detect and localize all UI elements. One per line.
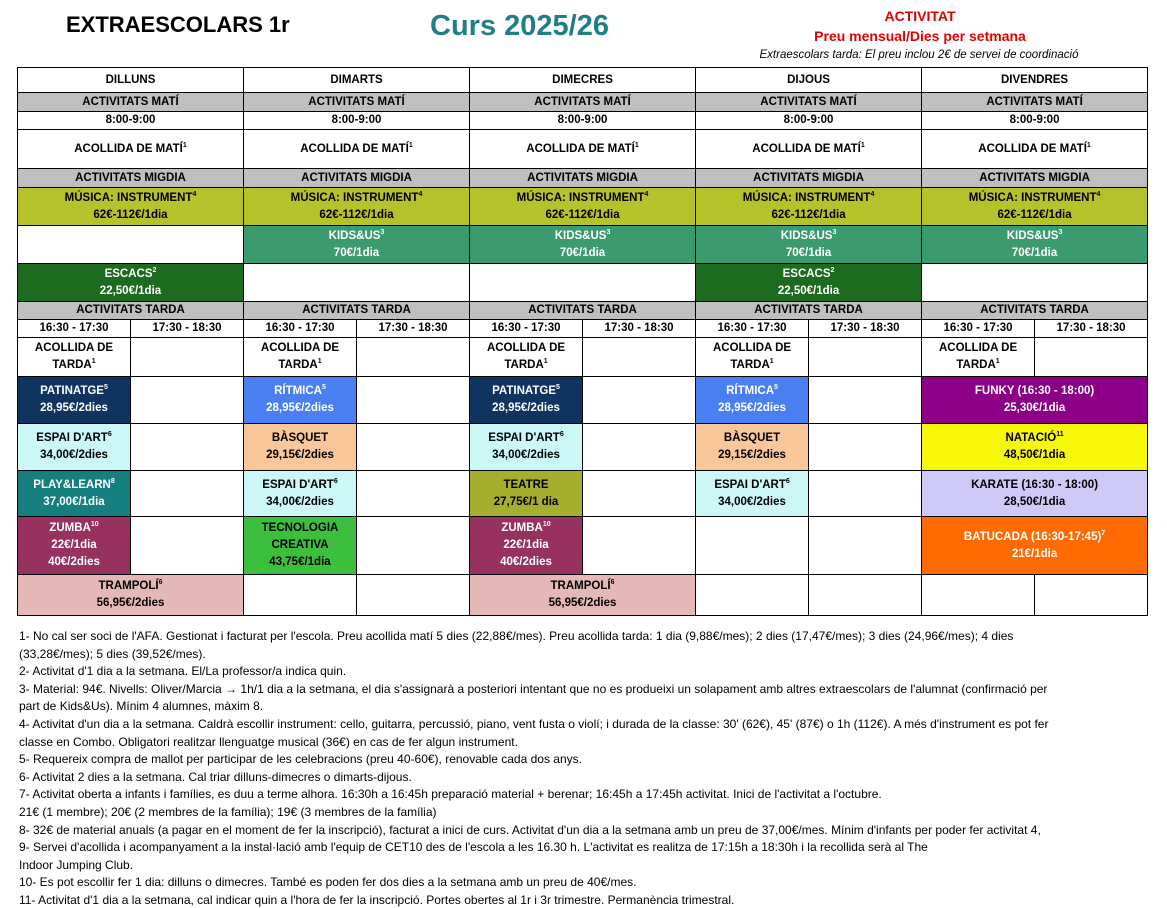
section-migdia: ACTIVITATS MIGDIA [244, 169, 470, 188]
escacs-cell: ESCACS$^2$ 22,50€/1dia [696, 264, 922, 302]
kids-row [18, 226, 1148, 264]
empty-cell [583, 338, 696, 377]
musica-cell: MÚSICA: INSTRUMENT$^4$ 62€-112€/1dia [244, 188, 470, 226]
acollida-tarda-cell: ACOLLIDA DE TARDA$^1$ [470, 338, 583, 377]
section-mati: ACTIVITATS MATÍ [922, 93, 1148, 112]
empty-cell [131, 377, 244, 424]
teatre-cell: TEATRE 27,75€/1 dia [470, 471, 583, 517]
acollida-mati-cell: ACOLLIDA DE MATÍ$^1$ [922, 130, 1148, 169]
day-header-row [18, 68, 1148, 93]
empty-cell [470, 264, 696, 302]
legend [720, 6, 1120, 46]
funky-cell: FUNKY (16:30 - 18:00) 25,30€/1dia [922, 377, 1148, 424]
empty-cell [131, 517, 244, 575]
time-tarda-1: 16:30 - 17:30 [244, 320, 357, 338]
karate-cell: KARATE (16:30 - 18:00) 28,50€/1dia [922, 471, 1148, 517]
empty-cell [131, 471, 244, 517]
time-tarda-row [18, 320, 1148, 338]
ritmica-cell: RÍTMICA$^5$ 28,95€/2dies [696, 377, 809, 424]
empty-cell [131, 424, 244, 471]
escacs-cell: ESCACS$^2$ 22,50€/1dia [18, 264, 244, 302]
day-header-dimecres: DIMECRES [470, 68, 696, 93]
trampoli-cell: TRAMPOLÍ$^6$ 56,95€/2dies [470, 575, 696, 616]
footnote-line: 4- Activitat d'un dia a la setmana. Caldrà escollir instrument: cello, guitarra, percussió, piano, vent fusta o violí; i durada de la classe: 30' (62€), 45' (87€) o 1h (112€). A més d'instrument es pot fer [19, 716, 1049, 731]
empty-cell [583, 471, 696, 517]
time-tarda-2: 17:30 - 18:30 [809, 320, 922, 338]
empty-cell [809, 377, 922, 424]
tarda-row-1 [18, 377, 1148, 424]
acollida-tarda-cell: ACOLLIDA DE TARDA$^1$ [18, 338, 131, 377]
time-mati: 8:00-9:00 [244, 112, 470, 130]
time-mati: 8:00-9:00 [696, 112, 922, 130]
empty-cell [809, 424, 922, 471]
day-header-dijous: DIJOUS [696, 68, 922, 93]
section-tarda-row [18, 302, 1148, 320]
basquet-cell: BÀSQUET 29,15€/2dies [244, 424, 357, 471]
tarda-row-5 [18, 575, 1148, 616]
espai-dart-cell: ESPAI D'ART$^6$ 34,00€/2dies [244, 471, 357, 517]
footnote-line: 10- Es pot escollir fer 1 dia: dilluns o dimecres. També es poden fer dos dies a la setmana amb un preu de 40€/mes. [19, 875, 637, 890]
musica-cell: MÚSICA: INSTRUMENT$^4$ 62€-112€/1dia [696, 188, 922, 226]
time-mati: 8:00-9:00 [18, 112, 244, 130]
footnote-line: part de Kids&Us). Mínim 4 alumnes, màxim 8. [19, 699, 264, 714]
ritmica-cell: RÍTMICA$^5$ 28,95€/2dies [244, 377, 357, 424]
empty-cell [18, 226, 244, 264]
section-mati: ACTIVITATS MATÍ [18, 93, 244, 112]
section-migdia-row [18, 169, 1148, 188]
footnote-line: 2- Activitat d'1 dia a la setmana. El/La professor/a indica quin. [19, 664, 347, 679]
kids-us-cell: $KIDS\&US^3$ 70€/1dia [922, 226, 1148, 264]
section-tarda: ACTIVITATS TARDA [244, 302, 470, 320]
time-tarda-1: 16:30 - 17:30 [922, 320, 1035, 338]
footnote-line: 1- No cal ser soci de l'AFA. Gestionat i facturat per l'escola. Preu acollida matí 5 dies (22,88€/mes). Preu acollida tarda: 1 dia (9,88€/mes); 2 dies (17,47€/mes); 3 dies (24,96€/mes); 4 dies [19, 629, 1014, 643]
footnote-line: 7- Activitat oberta a infants i famílies, es duu a terme alhora. 16:30h a 16:45h preparació material + berenar; 16:45h a 17:45h activitat. Inici de l'activitat a l'octubre. [19, 787, 882, 802]
time-tarda-2: 17:30 - 18:30 [583, 320, 696, 338]
footnote-line: 9- Servei d'acollida i acompanyament a la instal·lació amb l'equip de CET10 des de l'escola a les 16.30 h. L'activitat es realitza de 17:15h a 18:30h i la recollida serà al The [19, 840, 928, 855]
acollida-tarda-row [18, 338, 1148, 377]
section-mati: ACTIVITATS MATÍ [696, 93, 922, 112]
section-mati: ACTIVITATS MATÍ [244, 93, 470, 112]
time-tarda-1: 16:30 - 17:30 [470, 320, 583, 338]
musica-cell: MÚSICA: INSTRUMENT$^4$ 62€-112€/1dia [470, 188, 696, 226]
empty-cell [922, 575, 1035, 616]
time-tarda-2: 17:30 - 18:30 [357, 320, 470, 338]
section-migdia: ACTIVITATS MIGDIA [470, 169, 696, 188]
empty-cell [357, 424, 470, 471]
empty-cell [583, 424, 696, 471]
empty-cell [1035, 338, 1148, 377]
time-mati: 8:00-9:00 [470, 112, 696, 130]
empty-cell [583, 377, 696, 424]
section-mati-row [18, 93, 1148, 112]
empty-cell [922, 264, 1148, 302]
section-migdia: ACTIVITATS MIGDIA [696, 169, 922, 188]
kids-us-cell: $KIDS\&US^3$ 70€/1dia [696, 226, 922, 264]
acollida-mati-cell: ACOLLIDA DE MATÍ$^1$ [244, 130, 470, 169]
empty-cell [357, 517, 470, 575]
empty-cell [244, 264, 470, 302]
empty-cell [809, 471, 922, 517]
legend-activity: ACTIVITAT [884, 8, 956, 24]
section-tarda: ACTIVITATS TARDA [470, 302, 696, 320]
footnote-line: (33,28€/mes); 5 dies (39,52€/mes). [19, 646, 206, 661]
section-migdia: ACTIVITATS MIGDIA [18, 169, 244, 188]
tarda-row-3 [18, 471, 1148, 517]
musica-cell: MÚSICA: INSTRUMENT$^4$ 62€-112€/1dia [922, 188, 1148, 226]
empty-cell [809, 575, 922, 616]
basquet-cell: BÀSQUET 29,15€/2dies [696, 424, 809, 471]
empty-cell [131, 338, 244, 377]
acollida-tarda-cell: ACOLLIDA DE TARDA$^1$ [244, 338, 357, 377]
empty-cell [1035, 575, 1148, 616]
empty-cell [696, 575, 809, 616]
footnote-line: 11- Activitat d'1 dia a la setmana, cal indicar quin a l'hora de fer la inscripció. Portes obertes al 1r i 3r trimestre. Permanència trimestral. [19, 892, 735, 907]
acollida-mati-cell: ACOLLIDA DE MATÍ$^1$ [696, 130, 922, 169]
coordination-note: Extraescolars tarda: El preu inclou 2€ de servei de coordinació [759, 49, 1079, 61]
empty-cell [357, 338, 470, 377]
footnote-line: Indoor Jumping Club. [19, 857, 134, 872]
footnote-line: 8- 32€ de material anuals (a pagar en el moment de fer la inscripció), facturat a inici de curs. Activitat d'un dia a la setmana amb un preu de 37,00€/mes. Mínim d'infants per poder fer activitat 4, [19, 822, 1041, 837]
footnote-line: 21€ (1 membre); 20€ (2 membres de la família); 19€ (3 membres de la família) [19, 804, 437, 819]
time-tarda-2: 17:30 - 18:30 [131, 320, 244, 338]
kids-us-cell: $KIDS\&US^3$ 70€/1dia [470, 226, 696, 264]
course-title: Curs 2025/26 [430, 10, 609, 42]
time-mati-row [18, 112, 1148, 130]
time-tarda-1: 16:30 - 17:30 [696, 320, 809, 338]
time-tarda-1: 16:30 - 17:30 [18, 320, 131, 338]
section-tarda: ACTIVITATS TARDA [922, 302, 1148, 320]
time-tarda-2: 17:30 - 18:30 [1035, 320, 1148, 338]
section-tarda: ACTIVITATS TARDA [696, 302, 922, 320]
footnote-line: classe en Combo. Obligatori realitzar llenguatge musical (36€) en cas de fer algun instrument. [19, 734, 518, 749]
kids-us-cell: $KIDS\&US^3$ 70€/1dia [244, 226, 470, 264]
zumba-cell: ZUMBA$^{10}$ 22€/1dia 40€/2dies [18, 517, 131, 575]
footnote-line: 6- Activitat 2 dies a la setmana. Cal triar dilluns-dimecres o dimarts-dijous. [19, 769, 412, 784]
musica-cell: MÚSICA: INSTRUMENT$^4$ 62€-112€/1dia [18, 188, 244, 226]
empty-cell [696, 517, 809, 575]
section-mati: ACTIVITATS MATÍ [470, 93, 696, 112]
acollida-tarda-cell: ACOLLIDA DE TARDA$^1$ [922, 338, 1035, 377]
legend-price: Preu mensual/Dies per setmana [814, 28, 1026, 44]
zumba-cell: ZUMBA$^{10}$ 22€/1dia 40€/2dies [470, 517, 583, 575]
espai-dart-cell: ESPAI D'ART$^6$ 34,00€/2dies [696, 471, 809, 517]
acollida-mati-cell: ACOLLIDA DE MATÍ$^1$ [18, 130, 244, 169]
footnote-line: 3- Material: 94€. Nivells: Oliver/Marcia → 1h/1 dia a la setmana, el dia s'assignarà a posteriori intentant que no es produeixi un solapament amb altres extraescolars de l'alumnat (confirmació per [19, 681, 1048, 696]
time-mati: 8:00-9:00 [922, 112, 1148, 130]
acollida-mati-cell: ACOLLIDA DE MATÍ$^1$ [470, 130, 696, 169]
espai-dart-cell: ESPAI D'ART$^6$ 34,00€/2dies [18, 424, 131, 471]
musica-row [18, 188, 1148, 226]
empty-cell [809, 338, 922, 377]
page-title: EXTRAESCOLARS 1r [66, 12, 290, 37]
play-learn-cell: PLAY&LEARN$^8$ 37,00€/1dia [18, 471, 131, 517]
empty-cell [357, 471, 470, 517]
day-header-dilluns: DILLUNS [18, 68, 244, 93]
batucada-cell: BATUCADA (16:30-17:45)$^7$ 21€/1dia [922, 517, 1148, 575]
empty-cell [809, 517, 922, 575]
escacs-row [18, 264, 1148, 302]
day-header-dimarts: DIMARTS [244, 68, 470, 93]
empty-cell [583, 517, 696, 575]
empty-cell [244, 575, 357, 616]
empty-cell [357, 575, 470, 616]
section-migdia: ACTIVITATS MIGDIA [922, 169, 1148, 188]
patinatge-cell: PATINATGE$^5$ 28,95€/2dies [470, 377, 583, 424]
day-header-divendres: DIVENDRES [922, 68, 1148, 93]
tecnologia-creativa-cell: TECNOLOGIA CREATIVA 43,75€/1dia [244, 517, 357, 575]
schedule-table [17, 67, 1148, 616]
natacio-cell: NATACIÓ$^{11}$ 48,50€/1dia [922, 424, 1148, 471]
trampoli-cell: TRAMPOLÍ$^6$ 56,95€/2dies [18, 575, 244, 616]
section-tarda: ACTIVITATS TARDA [18, 302, 244, 320]
tarda-row-2 [18, 424, 1148, 471]
acollida-mati-row [18, 130, 1148, 169]
empty-cell [357, 377, 470, 424]
patinatge-cell: PATINATGE$^5$ 28,95€/2dies [18, 377, 131, 424]
espai-dart-cell: ESPAI D'ART$^6$ 34,00€/2dies [470, 424, 583, 471]
footnotes [19, 628, 1149, 908]
footnote-line: 5- Requereix compra de mallot per participar de les celebracions (preu 40-60€), renovable cada dos anys. [19, 752, 582, 767]
tarda-row-4 [18, 517, 1148, 575]
acollida-tarda-cell: ACOLLIDA DE TARDA$^1$ [696, 338, 809, 377]
